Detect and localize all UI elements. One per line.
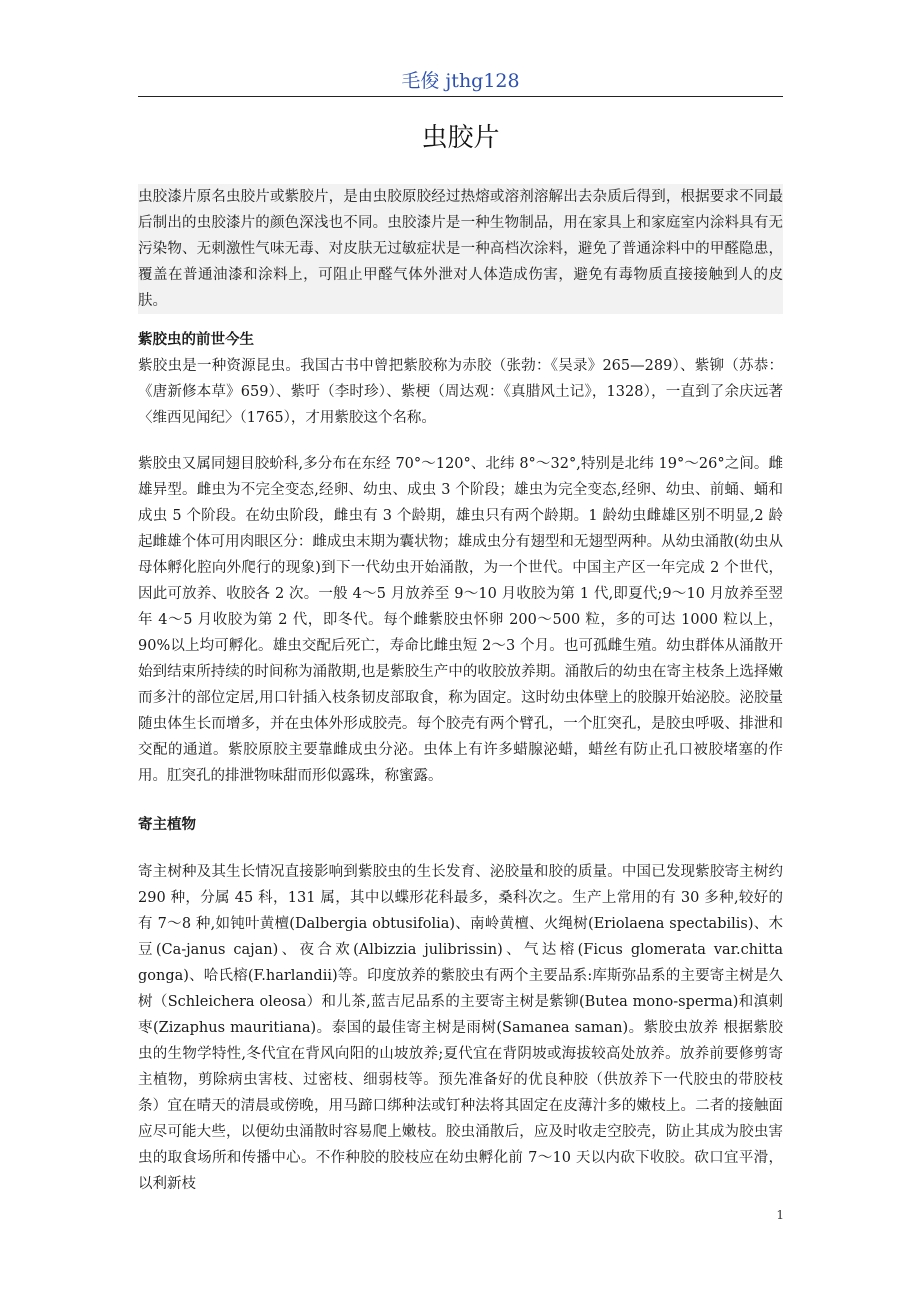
header-divider [138, 96, 783, 97]
paragraph-lac-insect-history: 紫胶虫是一种资源昆虫。我国古书中曾把紫胶称为赤胶（张勃：《吴录》265—289）、紫铆（苏恭：《唐新修本草》659）、紫吁（李时珍）、紫梗（周达观：《真腊风土记》，1328），一直到了余庆远著〈维西见闻纪〉（1765），才用紫胶这个名称。 [138, 358, 783, 426]
section-heading-host-plants: 寄主植物 [138, 816, 196, 833]
page-header: 毛俊 jthg128 [401, 70, 520, 92]
document-title: 虫胶片 [421, 123, 500, 153]
page-number: 1 [776, 1208, 784, 1222]
paragraph-host-plants: 寄主树种及其生长情况直接影响到紫胶虫的生长发育、泌胶量和胶的质量。中国已发现紫胶寄主树约 290 种，分属 45 科，131 属，其中以蝶形花科最多，桑科次之。生产上常用的有 30 多种,较好的有 7～8 种,如钝叶黄檀(Dalbergia obtusifolia)、南岭黄檀、火绳树(Eriolaena spectabilis)、木豆(Ca-janus cajan)、夜合欢(Albizzia julibrissin)、气达榕(Ficus glomerata var.chitta gonga)、哈氏榕(F.harlandii)等。印度放养的紫胶虫有两个主要品系:库斯弥品系的主要寄主树是久树（Schleichera oleosa）和儿茶,蓝吉尼品系的主要寄主树是紫铆(Butea mono-sperma)和滇刺枣(Zizaphus mauritiana)。泰国的最佳寄主树是雨树(Samanea saman)。紫胶虫放养 根据紫胶虫的生物学特性,冬代宜在背风向阳的山坡放养;夏代宜在背阴坡或海拔较高处放养。放养前要修剪寄主植物，剪除病虫害枝、过密枝、细弱枝等。预先准备好的优良种胶（供放养下一代胶虫的带胶枝条）宜在晴天的清晨或傍晚，用马蹄口绑种法或钉种法将其固定在皮薄汁多的嫩枝上。二者的接触面应尽可能大些，以便幼虫涌散时容易爬上嫩枝。胶虫涌散后，应及时收走空胶壳，防止其成为胶虫害虫的取食场所和传播中心。不作种胶的胶枝应在幼虫孵化前 7～10 天以内砍下收胶。砍口宜平滑，以利新枝 [138, 864, 783, 1192]
intro-paragraph: 虫胶漆片原名虫胶片或紫胶片，是由虫胶原胶经过热熔或溶剂溶解出去杂质后得到，根据要求不同最后制出的虫胶漆片的颜色深浅也不同。虫胶漆片是一种生物制品，用在家具上和家庭室内涂料具有无污染物、无刺激性气味无毒、对皮肤无过敏症状是一种高档次涂料，避免了普通涂料中的甲醛隐患，覆盖在普通油漆和涂料上，可阻止甲醛气体外泄对人体造成伤害，避免有毒物质直接接触到人的皮肤。 [138, 184, 783, 314]
paragraph-lac-insect-biology: 紫胶虫又属同翅目胶蚧科,多分布在东经 70°～120°、北纬 8°～32°,特别是北纬 19°～26°之间。雌雄异型。雌虫为不完全变态,经卵、幼虫、成虫 3 个阶段；雄虫为完全变态,经卵、幼虫、前蛹、蛹和成虫 5 个阶段。在幼虫阶段，雌虫有 3 个龄期，雄虫只有两个龄期。1 龄幼虫雌雄区别不明显,2 龄起雌雄个体可用肉眼区分：雌成虫末期为囊状物；雄成虫分有翅型和无翅型两种。从幼虫涌散(幼虫从母体孵化腔向外爬行的现象)到下一代幼虫开始涌散，为一个世代。中国主产区一年完成 2 个世代，因此可放养、收胶各 2 次。一般 4～5 月放养至 9～10 月收胶为第 1 代,即夏代;9～10 月放养至翌年 4～5 月收胶为第 2 代，即冬代。每个雌紫胶虫怀卵 200～500 粒，多的可达 1000 粒以上，90%以上均可孵化。雄虫交配后死亡，寿命比雌虫短 2～3 个月。也可孤雌生殖。幼虫群体从涌散开始到结束所持续的时间称为涌散期,也是紫胶生产中的收胶放养期。涌散后的幼虫在寄主枝条上选择嫩而多汁的部位定居,用口针插入枝条韧皮部取食，称为固定。这时幼虫体壁上的胶腺开始泌胶。泌胶量随虫体生长而增多，并在虫体外形成胶壳。每个胶壳有两个臂孔，一个肛突孔，是胶虫呼吸、排泄和交配的通道。紫胶原胶主要靠雌成虫分泌。虫体上有许多蜡腺泌蜡，蜡丝有防止孔口被胶堵塞的作用。肛突孔的排泄物味甜而形似露珠，称蜜露。 [138, 456, 783, 784]
section-heading-lac-insect: 紫胶虫的前世今生 [138, 331, 254, 348]
